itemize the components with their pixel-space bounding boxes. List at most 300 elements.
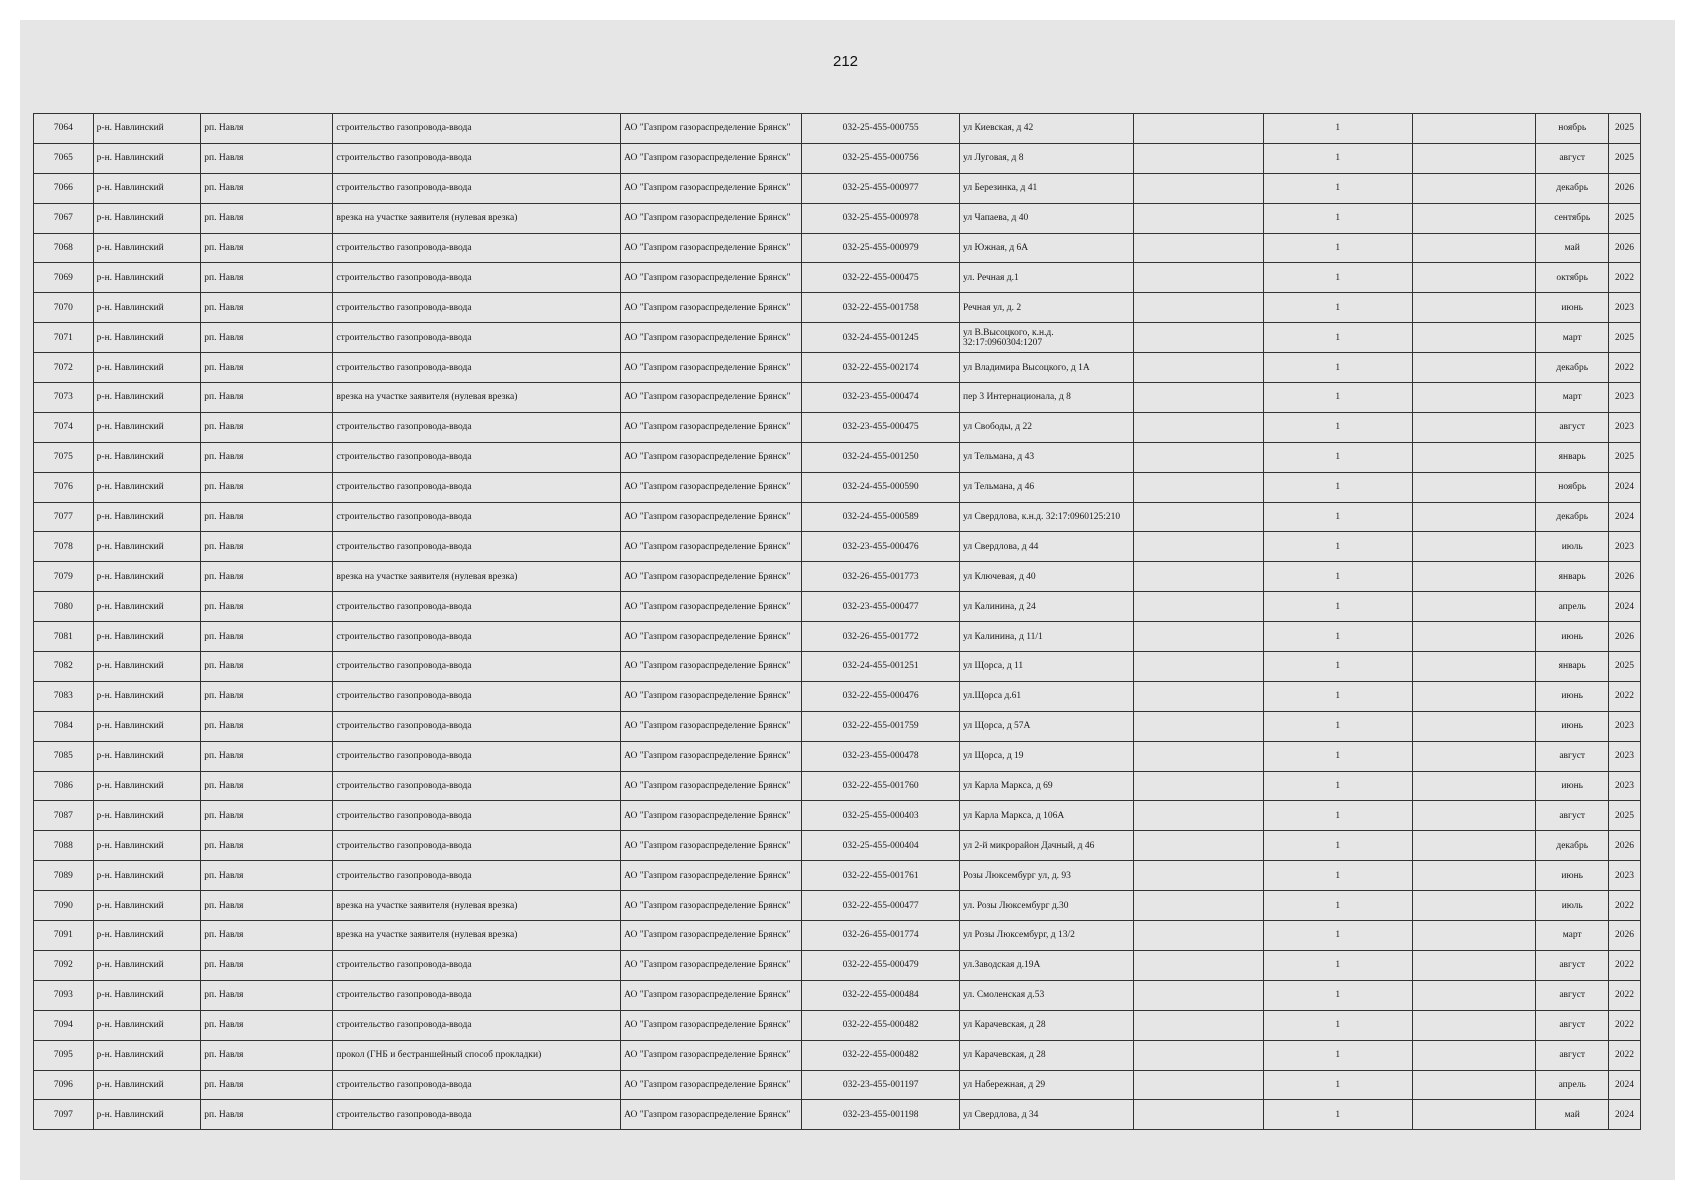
quantity-cell: 1: [1263, 592, 1412, 622]
locality-cell: рп. Навля: [201, 203, 333, 233]
address-cell: ул Луговая, д 8: [960, 143, 1134, 173]
work-type-cell: строительство газопровода-ввода: [333, 472, 621, 502]
page-number: 212: [832, 53, 859, 70]
district-cell: р-н. Навлинский: [93, 592, 201, 622]
locality-cell: рп. Навля: [201, 861, 333, 891]
empty-cell: [1412, 203, 1536, 233]
address-cell: ул Чапаева, д 40: [960, 203, 1134, 233]
district-cell: р-н. Навлинский: [93, 203, 201, 233]
district-cell: р-н. Навлинский: [93, 741, 201, 771]
quantity-cell: 1: [1263, 173, 1412, 203]
empty-cell: [1133, 383, 1263, 413]
locality-cell: рп. Навля: [201, 980, 333, 1010]
address-cell: ул Карла Маркса, д 106А: [960, 801, 1134, 831]
quantity-cell: 1: [1263, 681, 1412, 711]
table-row: [34, 532, 1641, 562]
quantity-cell: 1: [1263, 1010, 1412, 1040]
table-row: [34, 1010, 1641, 1040]
year-cell: 2024: [1608, 472, 1640, 502]
application-code-cell: 032-26-455-001774: [802, 921, 960, 951]
empty-cell: [1412, 980, 1536, 1010]
work-type-cell: строительство газопровода-ввода: [333, 1010, 621, 1040]
month-cell: январь: [1536, 562, 1608, 592]
year-cell: 2022: [1608, 263, 1640, 293]
empty-cell: [1412, 711, 1536, 741]
application-code-cell: 032-22-455-001758: [802, 293, 960, 323]
row-number-cell: 7090: [34, 891, 94, 921]
empty-cell: [1133, 980, 1263, 1010]
locality-cell: рп. Навля: [201, 442, 333, 472]
empty-cell: [1133, 950, 1263, 980]
quantity-cell: 1: [1263, 771, 1412, 801]
application-code-cell: 032-24-455-000590: [802, 472, 960, 502]
empty-cell: [1133, 173, 1263, 203]
empty-cell: [1412, 652, 1536, 682]
empty-cell: [1133, 771, 1263, 801]
row-number-cell: 7096: [34, 1070, 94, 1100]
year-cell: 2023: [1608, 383, 1640, 413]
month-cell: март: [1536, 383, 1608, 413]
work-type-cell: строительство газопровода-ввода: [333, 592, 621, 622]
locality-cell: рп. Навля: [201, 383, 333, 413]
table-row: [34, 1100, 1641, 1130]
address-cell: ул. Речная д.1: [960, 263, 1134, 293]
row-number-cell: 7080: [34, 592, 94, 622]
empty-cell: [1412, 1070, 1536, 1100]
work-type-cell: врезка на участке заявителя (нулевая врезка): [333, 891, 621, 921]
organization-cell: АО "Газпром газораспределение Брянск": [621, 801, 802, 831]
organization-cell: АО "Газпром газораспределение Брянск": [621, 1070, 802, 1100]
quantity-cell: 1: [1263, 143, 1412, 173]
month-cell: январь: [1536, 442, 1608, 472]
district-cell: р-н. Навлинский: [93, 711, 201, 741]
row-number-cell: 7067: [34, 203, 94, 233]
year-cell: 2024: [1608, 1100, 1640, 1130]
locality-cell: рп. Навля: [201, 114, 333, 144]
empty-cell: [1133, 502, 1263, 532]
empty-cell: [1412, 891, 1536, 921]
locality-cell: рп. Навля: [201, 741, 333, 771]
quantity-cell: 1: [1263, 921, 1412, 951]
locality-cell: рп. Навля: [201, 681, 333, 711]
year-cell: 2022: [1608, 681, 1640, 711]
organization-cell: АО "Газпром газораспределение Брянск": [621, 562, 802, 592]
address-cell: ул Владимира Высоцкого, д 1А: [960, 353, 1134, 383]
organization-cell: АО "Газпром газораспределение Брянск": [621, 921, 802, 951]
row-number-cell: 7074: [34, 412, 94, 442]
empty-cell: [1133, 353, 1263, 383]
district-cell: р-н. Навлинский: [93, 980, 201, 1010]
locality-cell: рп. Навля: [201, 1010, 333, 1040]
empty-cell: [1412, 383, 1536, 413]
month-cell: июнь: [1536, 681, 1608, 711]
locality-cell: рп. Навля: [201, 263, 333, 293]
row-number-cell: 7083: [34, 681, 94, 711]
work-type-cell: строительство газопровода-ввода: [333, 233, 621, 263]
year-cell: 2025: [1608, 323, 1640, 353]
quantity-cell: 1: [1263, 412, 1412, 442]
table-row: [34, 831, 1641, 861]
organization-cell: АО "Газпром газораспределение Брянск": [621, 1010, 802, 1040]
district-cell: р-н. Навлинский: [93, 622, 201, 652]
year-cell: 2023: [1608, 412, 1640, 442]
table-row: [34, 412, 1641, 442]
address-cell: ул Карачевская, д 28: [960, 1010, 1134, 1040]
table-row: [34, 472, 1641, 502]
organization-cell: АО "Газпром газораспределение Брянск": [621, 592, 802, 622]
application-code-cell: 032-26-455-001772: [802, 622, 960, 652]
district-cell: р-н. Навлинский: [93, 442, 201, 472]
organization-cell: АО "Газпром газораспределение Брянск": [621, 980, 802, 1010]
empty-cell: [1133, 741, 1263, 771]
address-cell: ул Калинина, д 24: [960, 592, 1134, 622]
district-cell: р-н. Навлинский: [93, 323, 201, 353]
month-cell: июнь: [1536, 771, 1608, 801]
year-cell: 2022: [1608, 980, 1640, 1010]
quantity-cell: 1: [1263, 203, 1412, 233]
empty-cell: [1412, 412, 1536, 442]
table-row: [34, 950, 1641, 980]
year-cell: 2026: [1608, 173, 1640, 203]
empty-cell: [1133, 622, 1263, 652]
row-number-cell: 7071: [34, 323, 94, 353]
district-cell: р-н. Навлинский: [93, 861, 201, 891]
organization-cell: АО "Газпром газораспределение Брянск": [621, 293, 802, 323]
row-number-cell: 7088: [34, 831, 94, 861]
application-code-cell: 032-24-455-001251: [802, 652, 960, 682]
organization-cell: АО "Газпром газораспределение Брянск": [621, 143, 802, 173]
address-cell: пер 3 Интернационала, д 8: [960, 383, 1134, 413]
application-code-cell: 032-25-455-000978: [802, 203, 960, 233]
work-type-cell: строительство газопровода-ввода: [333, 293, 621, 323]
empty-cell: [1412, 801, 1536, 831]
table-row: [34, 323, 1641, 353]
year-cell: 2023: [1608, 532, 1640, 562]
locality-cell: рп. Навля: [201, 921, 333, 951]
address-cell: ул Киевская, д 42: [960, 114, 1134, 144]
district-cell: р-н. Навлинский: [93, 114, 201, 144]
application-code-cell: 032-24-455-001245: [802, 323, 960, 353]
quantity-cell: 1: [1263, 741, 1412, 771]
locality-cell: рп. Навля: [201, 771, 333, 801]
quantity-cell: 1: [1263, 562, 1412, 592]
month-cell: ноябрь: [1536, 472, 1608, 502]
row-number-cell: 7069: [34, 263, 94, 293]
district-cell: р-н. Навлинский: [93, 143, 201, 173]
row-number-cell: 7093: [34, 980, 94, 1010]
year-cell: 2026: [1608, 233, 1640, 263]
empty-cell: [1133, 711, 1263, 741]
table-row: [34, 263, 1641, 293]
month-cell: август: [1536, 412, 1608, 442]
empty-cell: [1133, 143, 1263, 173]
empty-cell: [1412, 771, 1536, 801]
table-row: [34, 383, 1641, 413]
organization-cell: АО "Газпром газораспределение Брянск": [621, 114, 802, 144]
row-number-cell: 7078: [34, 532, 94, 562]
district-cell: р-н. Навлинский: [93, 1070, 201, 1100]
month-cell: июль: [1536, 891, 1608, 921]
empty-cell: [1412, 741, 1536, 771]
organization-cell: АО "Газпром газораспределение Брянск": [621, 412, 802, 442]
application-code-cell: 032-25-455-000977: [802, 173, 960, 203]
address-cell: ул Калинина, д 11/1: [960, 622, 1134, 652]
empty-cell: [1133, 831, 1263, 861]
locality-cell: рп. Навля: [201, 173, 333, 203]
empty-cell: [1133, 921, 1263, 951]
locality-cell: рп. Навля: [201, 233, 333, 263]
organization-cell: АО "Газпром газораспределение Брянск": [621, 771, 802, 801]
quantity-cell: 1: [1263, 801, 1412, 831]
work-type-cell: строительство газопровода-ввода: [333, 652, 621, 682]
quantity-cell: 1: [1263, 622, 1412, 652]
work-type-cell: строительство газопровода-ввода: [333, 622, 621, 652]
district-cell: р-н. Навлинский: [93, 233, 201, 263]
district-cell: р-н. Навлинский: [93, 831, 201, 861]
year-cell: 2022: [1608, 891, 1640, 921]
address-cell: ул Свердлова, к.н.д. 32:17:0960125:210: [960, 502, 1134, 532]
work-type-cell: строительство газопровода-ввода: [333, 532, 621, 562]
row-number-cell: 7081: [34, 622, 94, 652]
year-cell: 2024: [1608, 592, 1640, 622]
organization-cell: АО "Газпром газораспределение Брянск": [621, 353, 802, 383]
quantity-cell: 1: [1263, 652, 1412, 682]
address-cell: ул Карачевская, д 28: [960, 1040, 1134, 1070]
organization-cell: АО "Газпром газораспределение Брянск": [621, 502, 802, 532]
district-cell: р-н. Навлинский: [93, 771, 201, 801]
table-row: [34, 562, 1641, 592]
table-row: [34, 652, 1641, 682]
address-cell: ул В.Высоцкого, к.н.д. 32:17:0960304:1207: [960, 323, 1134, 353]
row-number-cell: 7091: [34, 921, 94, 951]
work-type-cell: врезка на участке заявителя (нулевая врезка): [333, 203, 621, 233]
month-cell: август: [1536, 741, 1608, 771]
empty-cell: [1412, 233, 1536, 263]
year-cell: 2025: [1608, 801, 1640, 831]
locality-cell: рп. Навля: [201, 143, 333, 173]
work-type-cell: врезка на участке заявителя (нулевая врезка): [333, 383, 621, 413]
organization-cell: АО "Газпром газораспределение Брянск": [621, 532, 802, 562]
district-cell: р-н. Навлинский: [93, 652, 201, 682]
district-cell: р-н. Навлинский: [93, 801, 201, 831]
table-row: [34, 203, 1641, 233]
month-cell: декабрь: [1536, 831, 1608, 861]
application-code-cell: 032-24-455-000589: [802, 502, 960, 532]
application-code-cell: 032-22-455-000482: [802, 1010, 960, 1040]
empty-cell: [1133, 323, 1263, 353]
year-cell: 2022: [1608, 353, 1640, 383]
address-cell: ул Розы Люксембург, д 13/2: [960, 921, 1134, 951]
empty-cell: [1412, 1010, 1536, 1040]
quantity-cell: 1: [1263, 263, 1412, 293]
month-cell: декабрь: [1536, 173, 1608, 203]
district-cell: р-н. Навлинский: [93, 1040, 201, 1070]
month-cell: август: [1536, 1040, 1608, 1070]
month-cell: ноябрь: [1536, 114, 1608, 144]
empty-cell: [1133, 681, 1263, 711]
row-number-cell: 7095: [34, 1040, 94, 1070]
month-cell: июль: [1536, 532, 1608, 562]
empty-cell: [1412, 143, 1536, 173]
year-cell: 2025: [1608, 652, 1640, 682]
month-cell: январь: [1536, 652, 1608, 682]
application-code-cell: 032-26-455-001773: [802, 562, 960, 592]
application-code-cell: 032-22-455-000477: [802, 891, 960, 921]
month-cell: октябрь: [1536, 263, 1608, 293]
address-cell: ул Щорса, д 19: [960, 741, 1134, 771]
month-cell: июнь: [1536, 293, 1608, 323]
month-cell: сентябрь: [1536, 203, 1608, 233]
application-code-cell: 032-22-455-001760: [802, 771, 960, 801]
empty-cell: [1412, 114, 1536, 144]
row-number-cell: 7064: [34, 114, 94, 144]
organization-cell: АО "Газпром газораспределение Брянск": [621, 442, 802, 472]
address-cell: ул 2-й микрорайон Дачный, д 46: [960, 831, 1134, 861]
quantity-cell: 1: [1263, 861, 1412, 891]
row-number-cell: 7077: [34, 502, 94, 532]
district-cell: р-н. Навлинский: [93, 562, 201, 592]
organization-cell: АО "Газпром газораспределение Брянск": [621, 383, 802, 413]
organization-cell: АО "Газпром газораспределение Брянск": [621, 711, 802, 741]
work-type-cell: строительство газопровода-ввода: [333, 681, 621, 711]
work-type-cell: строительство газопровода-ввода: [333, 323, 621, 353]
quantity-cell: 1: [1263, 383, 1412, 413]
empty-cell: [1412, 681, 1536, 711]
row-number-cell: 7087: [34, 801, 94, 831]
month-cell: август: [1536, 980, 1608, 1010]
application-code-cell: 032-22-455-001761: [802, 861, 960, 891]
row-number-cell: 7075: [34, 442, 94, 472]
year-cell: 2024: [1608, 502, 1640, 532]
locality-cell: рп. Навля: [201, 891, 333, 921]
row-number-cell: 7082: [34, 652, 94, 682]
quantity-cell: 1: [1263, 353, 1412, 383]
work-type-cell: врезка на участке заявителя (нулевая врезка): [333, 921, 621, 951]
district-cell: р-н. Навлинский: [93, 1010, 201, 1040]
application-code-cell: 032-22-455-000484: [802, 980, 960, 1010]
empty-cell: [1133, 1040, 1263, 1070]
row-number-cell: 7072: [34, 353, 94, 383]
row-number-cell: 7086: [34, 771, 94, 801]
table-row: [34, 771, 1641, 801]
table-row: [34, 592, 1641, 622]
work-type-cell: строительство газопровода-ввода: [333, 861, 621, 891]
locality-cell: рп. Навля: [201, 801, 333, 831]
table-row: [34, 622, 1641, 652]
table-row: [34, 143, 1641, 173]
row-number-cell: 7073: [34, 383, 94, 413]
quantity-cell: 1: [1263, 711, 1412, 741]
application-code-cell: 032-24-455-001250: [802, 442, 960, 472]
work-type-cell: строительство газопровода-ввода: [333, 711, 621, 741]
locality-cell: рп. Навля: [201, 532, 333, 562]
locality-cell: рп. Навля: [201, 562, 333, 592]
work-type-cell: врезка на участке заявителя (нулевая врезка): [333, 562, 621, 592]
year-cell: 2025: [1608, 203, 1640, 233]
quantity-cell: 1: [1263, 472, 1412, 502]
application-code-cell: 032-23-455-001198: [802, 1100, 960, 1130]
locality-cell: рп. Навля: [201, 1100, 333, 1130]
month-cell: апрель: [1536, 592, 1608, 622]
application-code-cell: 032-23-455-000477: [802, 592, 960, 622]
row-number-cell: 7076: [34, 472, 94, 502]
organization-cell: АО "Газпром газораспределение Брянск": [621, 741, 802, 771]
organization-cell: АО "Газпром газораспределение Брянск": [621, 173, 802, 203]
empty-cell: [1412, 592, 1536, 622]
work-type-cell: строительство газопровода-ввода: [333, 950, 621, 980]
work-type-cell: строительство газопровода-ввода: [333, 353, 621, 383]
empty-cell: [1412, 532, 1536, 562]
address-cell: ул Свердлова, д 34: [960, 1100, 1134, 1130]
row-number-cell: 7089: [34, 861, 94, 891]
empty-cell: [1133, 472, 1263, 502]
table-row: [34, 921, 1641, 951]
year-cell: 2022: [1608, 1040, 1640, 1070]
empty-cell: [1412, 950, 1536, 980]
row-number-cell: 7092: [34, 950, 94, 980]
organization-cell: АО "Газпром газораспределение Брянск": [621, 622, 802, 652]
application-code-cell: 032-25-455-000404: [802, 831, 960, 861]
application-code-cell: 032-23-455-000476: [802, 532, 960, 562]
table-row: [34, 1040, 1641, 1070]
address-cell: ул Свободы, д 22: [960, 412, 1134, 442]
table-row: [34, 681, 1641, 711]
year-cell: 2026: [1608, 921, 1640, 951]
month-cell: апрель: [1536, 1070, 1608, 1100]
work-type-cell: строительство газопровода-ввода: [333, 980, 621, 1010]
district-cell: р-н. Навлинский: [93, 1100, 201, 1130]
locality-cell: рп. Навля: [201, 472, 333, 502]
work-type-cell: строительство газопровода-ввода: [333, 741, 621, 771]
district-cell: р-н. Навлинский: [93, 472, 201, 502]
work-type-cell: прокол (ГНБ и бестраншейный способ прокладки): [333, 1040, 621, 1070]
year-cell: 2023: [1608, 771, 1640, 801]
application-code-cell: 032-22-455-000479: [802, 950, 960, 980]
registry-table: [33, 113, 1641, 1130]
year-cell: 2023: [1608, 711, 1640, 741]
empty-cell: [1412, 1100, 1536, 1130]
district-cell: р-н. Навлинский: [93, 412, 201, 442]
table-row: [34, 293, 1641, 323]
organization-cell: АО "Газпром газораспределение Брянск": [621, 891, 802, 921]
quantity-cell: 1: [1263, 442, 1412, 472]
month-cell: август: [1536, 801, 1608, 831]
empty-cell: [1412, 442, 1536, 472]
quantity-cell: 1: [1263, 293, 1412, 323]
application-code-cell: 032-22-455-001759: [802, 711, 960, 741]
organization-cell: АО "Газпром газораспределение Брянск": [621, 861, 802, 891]
work-type-cell: строительство газопровода-ввода: [333, 1070, 621, 1100]
empty-cell: [1412, 263, 1536, 293]
work-type-cell: строительство газопровода-ввода: [333, 143, 621, 173]
organization-cell: АО "Газпром газораспределение Брянск": [621, 950, 802, 980]
address-cell: ул.Заводская д.19А: [960, 950, 1134, 980]
organization-cell: АО "Газпром газораспределение Брянск": [621, 263, 802, 293]
address-cell: Речная ул, д. 2: [960, 293, 1134, 323]
empty-cell: [1133, 263, 1263, 293]
month-cell: декабрь: [1536, 502, 1608, 532]
locality-cell: рп. Навля: [201, 412, 333, 442]
table-body: [34, 114, 1641, 1130]
locality-cell: рп. Навля: [201, 652, 333, 682]
empty-cell: [1412, 323, 1536, 353]
application-code-cell: 032-22-455-000482: [802, 1040, 960, 1070]
district-cell: р-н. Навлинский: [93, 173, 201, 203]
empty-cell: [1133, 861, 1263, 891]
empty-cell: [1412, 353, 1536, 383]
empty-cell: [1412, 293, 1536, 323]
locality-cell: рп. Навля: [201, 1040, 333, 1070]
